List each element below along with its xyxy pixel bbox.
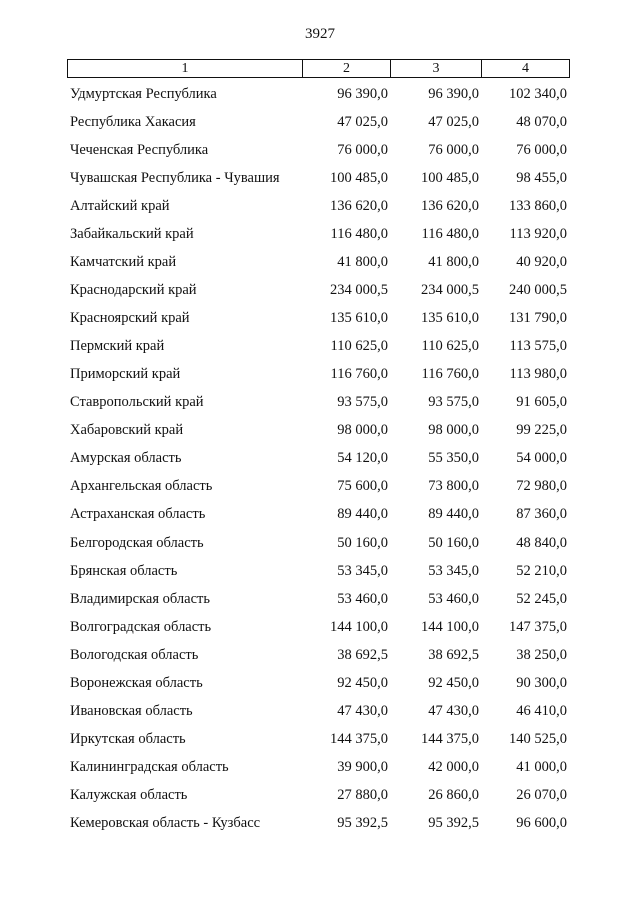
value-col-3: 110 625,0 — [421, 338, 479, 355]
value-col-4: 131 790,0 — [509, 310, 567, 327]
value-col-2: 116 760,0 — [330, 366, 388, 383]
region-name: Камчатский край — [70, 254, 177, 271]
value-col-4: 87 360,0 — [516, 506, 567, 523]
value-col-3: 144 100,0 — [421, 618, 479, 635]
region-name: Владимирская область — [70, 590, 210, 607]
value-col-2: 144 375,0 — [330, 730, 388, 747]
header-cell-4: 4 — [522, 61, 529, 76]
value-col-3: 53 345,0 — [428, 562, 479, 579]
value-col-4: 41 000,0 — [516, 758, 567, 775]
value-col-3: 234 000,5 — [421, 282, 479, 299]
table-row — [0, 587, 640, 615]
region-name: Иркутская область — [70, 730, 186, 747]
region-name: Чеченская Республика — [70, 142, 209, 159]
value-col-4: 40 920,0 — [516, 254, 567, 271]
table-row — [0, 699, 640, 727]
value-col-4: 113 920,0 — [509, 226, 567, 243]
table-row — [0, 250, 640, 278]
value-col-4: 48 840,0 — [516, 534, 567, 551]
region-name: Амурская область — [70, 450, 182, 467]
table-row — [0, 110, 640, 138]
value-col-2: 95 392,5 — [337, 814, 388, 831]
value-col-3: 135 610,0 — [421, 310, 479, 327]
region-name: Пермский край — [70, 338, 165, 355]
value-col-4: 72 980,0 — [516, 478, 567, 495]
value-col-3: 116 480,0 — [421, 226, 479, 243]
value-col-4: 91 605,0 — [516, 394, 567, 411]
value-col-2: 47 025,0 — [337, 114, 388, 131]
value-col-2: 47 430,0 — [337, 702, 388, 719]
region-name: Краснодарский край — [70, 282, 197, 299]
value-col-2: 110 625,0 — [330, 338, 388, 355]
value-col-4: 54 000,0 — [516, 450, 567, 467]
region-name: Республика Хакасия — [70, 114, 196, 131]
value-col-3: 42 000,0 — [428, 758, 479, 775]
header-cell-3: 3 — [391, 60, 482, 77]
value-col-3: 53 460,0 — [428, 590, 479, 607]
table-row — [0, 362, 640, 390]
region-name: Ставропольский край — [70, 394, 204, 411]
table-row — [0, 643, 640, 671]
value-col-3: 116 760,0 — [421, 366, 479, 383]
value-col-4: 46 410,0 — [516, 702, 567, 719]
table-row — [0, 278, 640, 306]
value-col-3: 76 000,0 — [428, 142, 479, 159]
value-col-2: 54 120,0 — [337, 450, 388, 467]
value-col-3: 47 025,0 — [428, 114, 479, 131]
value-col-3: 93 575,0 — [428, 394, 479, 411]
region-name: Кемеровская область - Кузбасс — [70, 814, 261, 831]
value-col-3: 41 800,0 — [428, 254, 479, 271]
page-number: 3927 — [305, 26, 335, 42]
value-col-2: 39 900,0 — [337, 758, 388, 775]
value-col-2: 76 000,0 — [337, 142, 388, 159]
region-name: Белгородская область — [70, 534, 204, 551]
table-row — [0, 82, 640, 110]
value-col-2: 53 345,0 — [337, 562, 388, 579]
region-name: Воронежская область — [70, 674, 203, 691]
table-row — [0, 166, 640, 194]
value-col-3: 96 390,0 — [428, 86, 479, 102]
value-col-4: 113 980,0 — [509, 366, 567, 383]
table-row — [0, 727, 640, 755]
value-col-2: 50 160,0 — [337, 534, 388, 551]
header-cell-1: 1 — [68, 60, 303, 77]
table-row — [0, 615, 640, 643]
value-col-2: 98 000,0 — [337, 422, 388, 439]
region-name: Астраханская область — [70, 506, 206, 523]
table-row — [0, 334, 640, 362]
region-name: Алтайский край — [70, 198, 170, 215]
value-col-2: 135 610,0 — [330, 310, 388, 327]
value-col-4: 38 250,0 — [516, 646, 567, 663]
value-col-3: 26 860,0 — [428, 786, 479, 803]
region-name: Удмуртская Республика — [70, 86, 217, 102]
value-col-2: 27 880,0 — [337, 786, 388, 803]
table-row — [0, 390, 640, 418]
value-col-2: 116 480,0 — [330, 226, 388, 243]
region-name: Красноярский край — [70, 310, 190, 327]
region-name: Калининградская область — [70, 758, 229, 775]
value-col-2: 41 800,0 — [337, 254, 388, 271]
table-row — [0, 671, 640, 699]
value-col-3: 55 350,0 — [428, 450, 479, 467]
value-col-4: 96 600,0 — [516, 814, 567, 831]
table-row — [0, 755, 640, 783]
table-body — [0, 82, 640, 839]
value-col-4: 240 000,5 — [509, 282, 567, 299]
value-col-3: 38 692,5 — [428, 646, 479, 663]
value-col-2: 136 620,0 — [330, 198, 388, 215]
table-row — [0, 418, 640, 446]
region-name: Чувашская Республика - Чувашия — [70, 170, 280, 187]
value-col-4: 48 070,0 — [516, 114, 567, 131]
table-row — [0, 474, 640, 502]
value-col-4: 90 300,0 — [516, 674, 567, 691]
value-col-2: 100 485,0 — [330, 170, 388, 187]
value-col-3: 89 440,0 — [428, 506, 479, 523]
region-name: Калужская область — [70, 786, 188, 803]
region-name: Хабаровский край — [70, 422, 184, 439]
table-row — [0, 194, 640, 222]
value-col-3: 136 620,0 — [421, 198, 479, 215]
value-col-4: 140 525,0 — [509, 730, 567, 747]
value-col-4: 113 575,0 — [509, 338, 567, 355]
value-col-3: 144 375,0 — [421, 730, 479, 747]
value-col-2: 144 100,0 — [330, 618, 388, 635]
table-row — [0, 559, 640, 587]
region-name: Забайкальский край — [70, 226, 194, 243]
value-col-3: 47 430,0 — [428, 702, 479, 719]
value-col-2: 234 000,5 — [330, 282, 388, 299]
value-col-4: 99 225,0 — [516, 422, 567, 439]
table-header — [67, 59, 570, 78]
value-col-4: 102 340,0 — [509, 86, 567, 102]
value-col-2: 93 575,0 — [337, 394, 388, 411]
region-name: Архангельская область — [70, 478, 213, 495]
value-col-4: 52 210,0 — [516, 562, 567, 579]
table-row — [0, 783, 640, 811]
value-col-4: 52 245,0 — [516, 590, 567, 607]
value-col-2: 75 600,0 — [337, 478, 388, 495]
value-col-3: 98 000,0 — [428, 422, 479, 439]
region-name: Брянская область — [70, 562, 178, 579]
value-col-2: 96 390,0 — [337, 86, 388, 102]
value-col-4: 147 375,0 — [509, 618, 567, 635]
value-col-4: 133 860,0 — [509, 198, 567, 215]
value-col-3: 73 800,0 — [428, 478, 479, 495]
region-name: Волгоградская область — [70, 618, 212, 635]
value-col-3: 95 392,5 — [428, 814, 479, 831]
header-cell-2: 2 — [303, 60, 391, 77]
table-row — [0, 446, 640, 474]
value-col-2: 53 460,0 — [337, 590, 388, 607]
table-row — [0, 138, 640, 166]
table-row — [0, 811, 640, 839]
value-col-2: 89 440,0 — [337, 506, 388, 523]
table-row — [0, 222, 640, 250]
value-col-4: 26 070,0 — [516, 786, 567, 803]
value-col-4: 76 000,0 — [516, 142, 567, 159]
table-row — [0, 306, 640, 334]
value-col-4: 98 455,0 — [516, 170, 567, 187]
table-row — [0, 531, 640, 559]
value-col-2: 38 692,5 — [337, 646, 388, 663]
region-name: Приморский край — [70, 366, 181, 383]
region-name: Ивановская область — [70, 702, 193, 719]
value-col-3: 50 160,0 — [428, 534, 479, 551]
value-col-3: 100 485,0 — [421, 170, 479, 187]
value-col-2: 92 450,0 — [337, 674, 388, 691]
table-row — [0, 502, 640, 530]
value-col-3: 92 450,0 — [428, 674, 479, 691]
region-name: Вологодская область — [70, 646, 199, 663]
